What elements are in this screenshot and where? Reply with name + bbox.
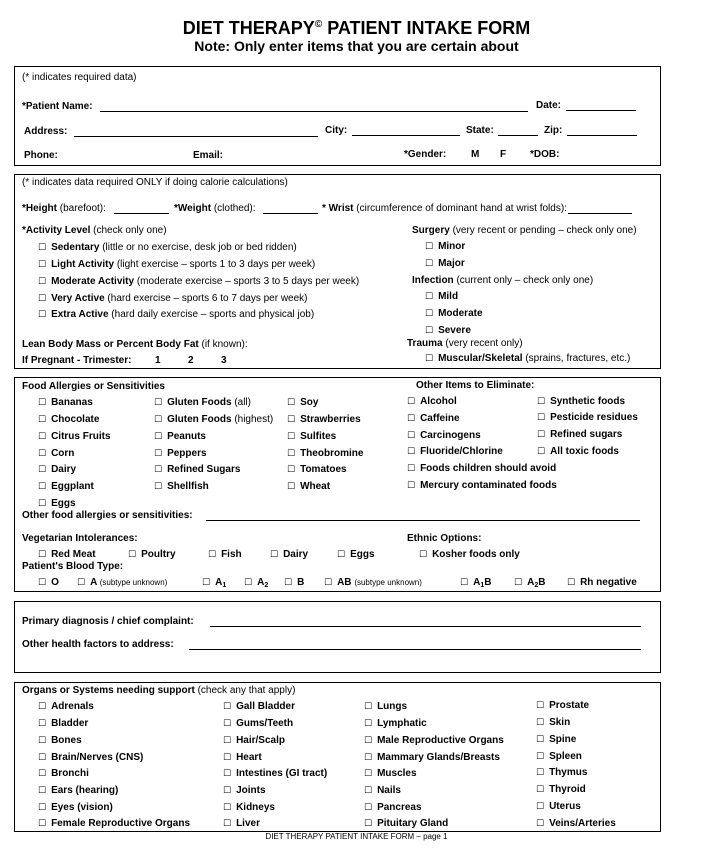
form-subtitle: Note: Only enter items that you are certain about [194,38,519,54]
eliminate-synthetic[interactable]: ☐ Synthetic foods [537,396,626,407]
allergy-soy[interactable]: ☐ Soy [287,397,319,408]
zip-label: Zip: [544,125,563,136]
blood-b[interactable]: ☐ B [284,577,305,588]
eliminate-toxic[interactable]: ☐ All toxic foods [537,446,619,457]
organ-veins-arteries[interactable]: ☐ Veins/Arteries [536,818,616,829]
activity-very-active[interactable]: ☐ Very Active (hard exercise – sports 6 to 7 days per week) [38,293,308,304]
other-allergy-field[interactable] [206,520,640,521]
height-label: *Height (barefoot): [22,203,106,214]
diagnosis-field[interactable] [210,626,641,627]
organ-gall-bladder[interactable]: ☐ Gall Bladder [223,701,295,712]
allergy-eggplant[interactable]: ☐ Eggplant [38,481,94,492]
infection-mild[interactable]: ☐ Mild [425,291,459,302]
eliminate-carcinogens[interactable]: ☐ Carcinogens [407,430,481,441]
date-label: Date: [536,100,562,111]
health-factors-label: Other health factors to address: [22,639,174,650]
allergy-chocolate[interactable]: ☐ Chocolate [38,414,100,425]
blood-a1[interactable]: ☐ $A_1$ [202,577,227,589]
organs-heading: Organs or Systems needing support (check any that apply) [22,685,296,696]
gender-f[interactable]: F [500,149,507,160]
allergy-gluten-highest[interactable]: ☐ Gluten Foods (highest) [154,414,274,425]
ethnic-heading: Ethnic Options: [407,533,482,544]
allergy-peppers[interactable]: ☐ Peppers [154,448,207,459]
allergy-gluten-all[interactable]: ☐ Gluten Foods (all) [154,397,251,408]
email-label: Email: [193,150,224,161]
organ-heart[interactable]: ☐ Heart [223,752,262,763]
organ-muscles[interactable]: ☐ Muscles [364,768,417,779]
allergy-eggs[interactable]: ☐ Eggs [38,498,76,509]
activity-extra-active[interactable]: ☐ Extra Active (hard daily exercise – sports and physical job) [38,309,315,320]
organ-pituitary[interactable]: ☐ Pituitary Gland [364,818,449,829]
city-field[interactable] [352,135,460,136]
eliminate-caffeine[interactable]: ☐ Caffeine [407,413,460,424]
wrist-label: * Wrist (circumference of dominant hand at wrist folds): [322,203,567,214]
eliminate-fluoride[interactable]: ☐ Fluoride/Chlorine [407,446,503,457]
trimester-2[interactable]: 2 [188,355,194,366]
blood-type-heading: Patient's Blood Type: [22,561,124,572]
infection-heading: Infection (current only – check only one) [412,275,594,286]
allergy-shellfish[interactable]: ☐ Shellfish [154,481,209,492]
activity-heading: *Activity Level (check only one) [22,225,167,236]
blood-ab[interactable]: ☐ AB (subtype unknown) [324,577,422,588]
diagnosis-section [14,601,661,673]
organ-spleen[interactable]: ☐ Spleen [536,751,582,762]
other-allergy-label: Other food allergies or sensitivities: [22,510,193,521]
gender-m[interactable]: M [471,149,480,160]
blood-o[interactable]: ☐ O [38,577,59,588]
allergy-refined-sugars[interactable]: ☐ Refined Sugars [154,464,241,475]
veg-dairy[interactable]: ☐ Dairy [270,549,309,560]
allergy-dairy[interactable]: ☐ Dairy [38,464,77,475]
height-field[interactable] [114,213,169,214]
organ-adrenals[interactable]: ☐ Adrenals [38,701,94,712]
organ-joints[interactable]: ☐ Joints [223,785,266,796]
phone-label: Phone: [24,150,58,161]
blood-a2[interactable]: ☐ $A_2$ [244,577,269,589]
organ-skin[interactable]: ☐ Skin [536,717,571,728]
organ-lungs[interactable]: ☐ Lungs [364,701,408,712]
allergy-heading: Food Allergies or Sensitivities [22,381,165,392]
organ-hair-scalp[interactable]: ☐ Hair/Scalp [223,735,285,746]
pregnant-label: If Pregnant - Trimester: [22,355,132,366]
blood-a1b[interactable]: ☐ $A_1B$ [460,577,492,589]
infection-severe[interactable]: ☐ Severe [425,325,471,336]
trimester-1[interactable]: 1 [155,355,161,366]
weight-field[interactable] [263,213,318,214]
allergy-tomatoes[interactable]: ☐ Tomatoes [287,464,347,475]
dob-label: *DOB: [530,149,560,160]
veg-fish[interactable]: ☐ Fish [208,549,242,560]
gender-label: *Gender: [404,149,447,160]
patient-name-field[interactable] [100,111,528,112]
lean-body-label: Lean Body Mass or Percent Body Fat (if known): [22,339,248,350]
surgery-minor[interactable]: ☐ Minor [425,241,466,252]
allergy-theobromine[interactable]: ☐ Theobromine [287,448,364,459]
organ-spine[interactable]: ☐ Spine [536,734,577,745]
organ-lymphatic[interactable]: ☐ Lymphatic [364,718,427,729]
allergy-wheat[interactable]: ☐ Wheat [287,481,331,492]
organ-thyroid[interactable]: ☐ Thyroid [536,784,586,795]
page-footer: DIET THERAPY PATIENT INTAKE FORM – page 1 [265,832,448,841]
diagnosis-label: Primary diagnosis / chief complaint: [22,616,194,627]
surgery-major[interactable]: ☐ Major [425,258,465,269]
organ-female-reproductive[interactable]: ☐ Female Reproductive Organs [38,818,191,829]
organ-ears[interactable]: ☐ Ears (hearing) [38,785,119,796]
required-note: (* indicates required data) [22,72,137,83]
organ-nails[interactable]: ☐ Nails [364,785,401,796]
activity-light[interactable]: ☐ Light Activity (light exercise – sports 1 to 3 days per week) [38,259,316,270]
weight-label: *Weight (clothed): [174,203,256,214]
date-field[interactable] [566,110,636,111]
veg-red-meat[interactable]: ☐ Red Meat [38,549,96,560]
allergy-strawberries[interactable]: ☐ Strawberries [287,414,361,425]
trauma-heading: Trauma (very recent only) [407,338,523,349]
activity-sedentary[interactable]: ☐ Sedentary (little or no exercise, desk job or bed ridden) [38,242,297,253]
organ-uterus[interactable]: ☐ Uterus [536,801,581,812]
organ-liver[interactable]: ☐ Liver [223,818,260,829]
ethnic-kosher[interactable]: ☐ Kosher foods only [419,549,520,560]
organ-brain[interactable]: ☐ Brain/Nerves (CNS) [38,752,144,763]
organ-bones[interactable]: ☐ Bones [38,735,82,746]
allergy-peanuts[interactable]: ☐ Peanuts [154,431,206,442]
calorie-required-note: (* indicates data required ONLY if doing calorie calculations) [22,177,288,188]
trauma-muscular[interactable]: ☐ Muscular/Skeletal (sprains, fractures, etc.) [425,353,631,364]
organ-bronchi[interactable]: ☐ Bronchi [38,768,89,779]
health-factors-field[interactable] [189,649,641,650]
organ-eyes[interactable]: ☐ Eyes (vision) [38,802,113,813]
allergy-sulfites[interactable]: ☐ Sulfites [287,431,337,442]
surgery-heading: Surgery (very recent or pending – check only one) [412,225,637,236]
organ-kidneys[interactable]: ☐ Kidneys [223,802,275,813]
veg-poultry[interactable]: ☐ Poultry [128,549,176,560]
form-title: DIET THERAPY© PATIENT INTAKE FORM [182,18,531,38]
trimester-3[interactable]: 3 [221,355,227,366]
activity-moderate[interactable]: ☐ Moderate Activity (moderate exercise – sports 3 to 5 days per week) [38,276,360,287]
organ-prostate[interactable]: ☐ Prostate [536,700,590,711]
organ-male-reproductive[interactable]: ☐ Male Reproductive Organs [364,735,504,746]
zip-field[interactable] [567,135,637,136]
organ-thymus[interactable]: ☐ Thymus [536,767,588,778]
organ-bladder[interactable]: ☐ Bladder [38,718,89,729]
eliminate-heading: Other Items to Eliminate: [416,380,535,391]
veg-eggs[interactable]: ☐ Eggs [337,549,375,560]
city-label: City: [325,125,348,136]
infection-moderate[interactable]: ☐ Moderate [425,308,483,319]
eliminate-mercury[interactable]: ☐ Mercury contaminated foods [407,480,557,491]
allergy-citrus[interactable]: ☐ Citrus Fruits [38,431,111,442]
allergy-corn[interactable]: ☐ Corn [38,448,75,459]
vegetarian-heading: Vegetarian Intolerances: [22,533,138,544]
wrist-field[interactable] [568,213,632,214]
eliminate-children-foods[interactable]: ☐ Foods children should avoid [407,463,557,474]
address-label: Address: [24,126,68,137]
organ-pancreas[interactable]: ☐ Pancreas [364,802,422,813]
patient-name-label: *Patient Name: [22,101,93,112]
organ-intestines[interactable]: ☐ Intestines (GI tract) [223,768,328,779]
eliminate-alcohol[interactable]: ☐ Alcohol [407,396,457,407]
eliminate-pesticide[interactable]: ☐ Pesticide residues [537,412,638,423]
allergy-bananas[interactable]: ☐ Bananas [38,397,93,408]
state-label: State: [466,125,494,136]
address-field[interactable] [74,136,318,137]
organ-gums-teeth[interactable]: ☐ Gums/Teeth [223,718,294,729]
blood-rh-negative[interactable]: ☐ Rh negative [567,577,637,588]
organ-mammary[interactable]: ☐ Mammary Glands/Breasts [364,752,500,763]
state-field[interactable] [498,135,538,136]
blood-a[interactable]: ☐ A (subtype unknown) [77,577,168,588]
eliminate-refined-sugars[interactable]: ☐ Refined sugars [537,429,623,440]
blood-a2b[interactable]: ☐ $A_2B$ [514,577,546,589]
